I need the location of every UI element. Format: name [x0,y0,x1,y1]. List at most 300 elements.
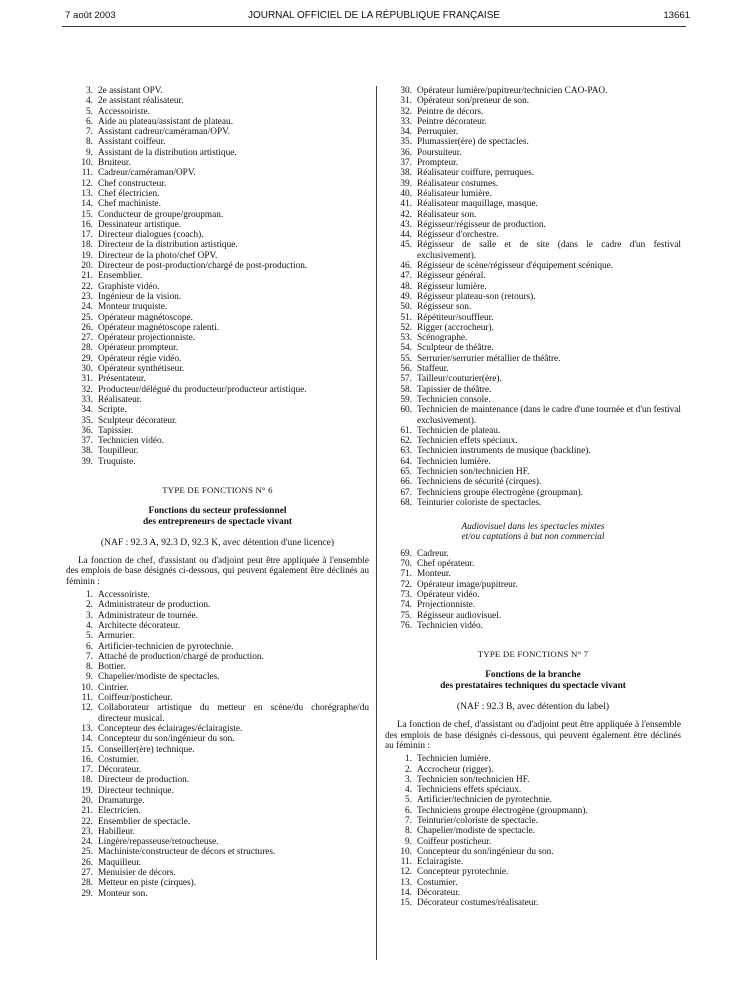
list-item-text: Opérateur régie vidéo. [98,353,182,364]
list-item-number: 64. [400,456,412,467]
list-item-text: Ensemblier de spectacle. [98,816,191,827]
list-item-text: Perruquier. [417,127,459,138]
list-item-text: Accessoiriste. [98,106,150,117]
list-item-text: Toupilleur. [98,446,139,457]
list-item-number: 22. [81,281,93,292]
list-item-number: 27. [81,868,93,879]
list-item [66,137,369,147]
list-item-text: Réalisateur maquillage, masque. [417,199,538,210]
list-item-number: 8. [86,137,93,148]
list-item-text: Prompteur. [417,158,459,169]
list-item [385,826,681,836]
list-item [385,395,681,405]
list-item-text: Régisseur de scène/régisseur d'équipement scénique. [417,261,614,272]
list-item-number: 6. [86,641,93,652]
list-item-number: 33. [81,394,93,405]
list-item-text: Ingénieur de la vision. [98,291,182,302]
function-list [385,754,681,908]
list-item-text: Assistant cadreur/caméraman/OPV. [98,127,231,138]
list-item-number: 70. [400,559,412,570]
list-item-text: Armurier. [98,631,135,642]
list-item-text: Décorateur costumes/réalisateur. [417,898,539,909]
list-item-text: Rigger (accrocheur). [417,322,494,333]
list-item-text: Cadreur. [417,548,449,559]
list-item-text: Monteur truquiste. [98,302,168,313]
list-item-number: 6. [86,116,93,127]
list-item-text: Machiniste/constructeur de décors et structures. [98,847,276,858]
list-item [385,137,681,147]
list-item-number: 46. [400,261,412,272]
list-item-number: 17. [81,230,93,241]
list-item-number: 3. [405,774,412,785]
list-item [66,210,369,220]
list-item [385,302,681,312]
list-item [385,569,681,579]
list-item-number: 51. [400,312,412,323]
list-item [66,642,369,652]
list-item [66,436,369,446]
list-item-text: Régisseur lumière. [417,281,487,292]
list-item-number: 17. [81,765,93,776]
list-item [385,354,681,364]
list-item-number: 49. [400,291,412,302]
list-item-number: 42. [400,209,412,220]
list-item [66,313,369,323]
list-item [385,621,681,631]
list-item-text: Graphiste vidéo. [98,281,160,292]
list-item [385,261,681,271]
list-item [385,199,681,209]
list-item-number: 4. [86,620,93,631]
section-subtitle-line: Fonctions de la branche [485,670,581,681]
list-item-text: Concepteur du son/ingénieur du son. [417,846,554,857]
list-item [385,385,681,395]
list-item-number: 19. [81,250,93,261]
list-item [385,549,681,559]
list-item-text: Teinturier/coloriste de spectacle. [417,816,538,826]
list-item-number: 29. [81,888,93,899]
list-item-text: Réalisateur lumière. [417,188,492,199]
list-item-number: 35. [400,137,412,148]
list-item [66,230,369,240]
list-item [66,878,369,888]
list-item-text: Technicien vidéo. [417,620,483,631]
list-item-text: Dramaturge. [98,796,145,806]
list-item [385,590,681,600]
list-item-text: Chef électricien. [98,188,160,199]
list-item-number: 30. [400,86,412,96]
list-item-text: Aide au plateau/assistant de plateau. [98,116,234,127]
list-item [66,240,369,250]
list-item [66,189,369,199]
list-item [66,724,369,734]
list-item-text: Scénographe. [417,333,468,344]
list-item [385,806,681,816]
list-item [385,96,681,106]
list-item [385,282,681,292]
list-item [66,703,369,724]
list-item [385,343,681,353]
list-item-number: 16. [81,754,93,765]
list-item [66,786,369,796]
list-item-number: 23. [81,826,93,837]
list-item [66,405,369,415]
list-item-number: 36. [400,147,412,158]
list-item-text: Présentateur. [98,374,146,385]
list-item-text: 2e assistant OPV. [98,86,163,96]
list-item-text: Réalisateur costumes. [417,178,499,189]
list-item [385,271,681,281]
section-subtitle [66,506,369,527]
list-item-number: 9. [86,147,93,158]
list-item [385,158,681,168]
list-item [66,652,369,662]
list-item-number: 18. [81,240,93,251]
list-item-text: Administrateur de tournée. [98,610,198,621]
list-item-text: Réalisateur. [98,394,142,405]
list-item-number: 37. [81,436,93,447]
list-item-number: 12. [400,867,412,878]
right-column [385,86,681,909]
list-item [385,600,681,610]
list-item-text: Dessinateur artistique. [98,219,182,230]
list-item-text: Répétiteur/souffleur. [417,312,494,323]
list-item [385,313,681,323]
list-item-text: Régisseur de salle et de site (dans le cadre d'un festival exclusivement). [417,240,681,261]
list-item [385,210,681,220]
section-title: TYPE DE FONCTIONS N° 7 [477,649,589,660]
list-item [66,426,369,436]
list-item-text: Artificier/technicien de pyrotechnie. [417,795,553,806]
list-item [385,333,681,343]
list-item [66,271,369,281]
list-item [66,621,369,631]
list-item-text: Plumassier(ère) de spectacles. [417,137,529,148]
list-item-number: 28. [81,343,93,354]
list-item [385,240,681,261]
list-item-number: 21. [81,271,93,282]
list-item-number: 2. [86,600,93,611]
list-item-number: 9. [86,672,93,683]
list-item [385,230,681,240]
list-item-number: 1. [86,590,93,601]
list-item [66,168,369,178]
list-item-text: Directeur de production. [98,775,190,786]
list-item-text: Décorateur. [417,888,461,899]
list-item [66,662,369,672]
list-item [385,837,681,847]
list-item-number: 20. [81,261,93,272]
list-item-number: 14. [81,734,93,745]
list-item [385,847,681,857]
list-item-number: 10. [400,846,412,857]
list-item-text: Opérateur magnétoscope. [98,312,193,323]
header-rule [62,26,686,27]
list-item-number: 71. [400,569,412,580]
list-item-text: Concepteur des éclairages/éclairagiste. [98,723,243,734]
section-naf-codes: (NAF : 92.3 B, avec détention du label) [456,701,610,713]
list-item-number: 3. [86,86,93,96]
list-item [385,374,681,384]
list-item-number: 11. [81,693,93,704]
list-item-text: Opérateur magnétoscope ralenti. [98,322,220,333]
list-item-number: 34. [81,405,93,416]
list-item-text: Artificier-technicien de pyrotechnie. [98,641,234,652]
list-item-text: Technicien lumière. [417,754,491,765]
list-item-number: 16. [81,219,93,230]
list-item [385,446,681,456]
list-item [385,498,681,508]
list-item-number: 25. [81,847,93,858]
page-header [0,8,748,24]
section-subtitle [385,670,681,691]
list-item-number: 8. [405,826,412,837]
list-item [385,457,681,467]
list-item-text: Régisseur son. [417,302,472,313]
list-item-text: Concepteur du son/ingénieur du son. [98,734,235,745]
list-item [385,857,681,867]
list-item-number: 68. [400,497,412,508]
list-item-text: Projectionniste. [417,600,476,611]
list-item-number: 13. [81,723,93,734]
list-item [66,96,369,106]
list-item-text: Costumier. [98,754,139,765]
list-item-text: Maquilleur. [98,857,142,868]
list-item-text: Assistant de la distribution artistique. [98,147,237,158]
list-item-text: Serrurier/serrurier métallier de théâtre. [417,353,561,364]
list-item-number: 22. [81,816,93,827]
list-item-text: Accrocheur (rigger). [417,764,494,775]
section-subtitle-line: des prestataires techniques du spectacle vivant [440,680,626,691]
list-item [385,816,681,826]
list-item-number: 45. [400,240,412,251]
list-item-number: 50. [400,302,412,313]
list-item-number: 9. [405,836,412,847]
list-item-number: 55. [400,353,412,364]
list-item-number: 7. [86,651,93,662]
list-item-text: Opérateur synthétiseur. [98,364,185,375]
list-item-text: Tapissier de théâtre. [417,384,492,395]
list-item-text: Opérateur prompteur. [98,343,179,354]
list-item-text: Directeur de la photo/chef OPV. [98,250,218,261]
list-item [385,888,681,898]
section-naf-codes: (NAF : 92.3 A, 92.3 D, 92.3 K, avec détention d'une licence) [100,536,335,548]
list-item [66,827,369,837]
list-item [66,117,369,127]
list-item-number: 15. [81,744,93,755]
list-item [385,189,681,199]
list-item [66,354,369,364]
list-item [385,580,681,590]
list-item-number: 35. [81,415,93,426]
list-item-number: 18. [81,775,93,786]
list-item [66,395,369,405]
list-item [66,734,369,744]
list-item-number: 10. [81,158,93,169]
list-item-number: 4. [86,96,93,107]
list-item-number: 31. [400,96,412,107]
list-item [66,693,369,703]
list-item-number: 41. [400,199,412,210]
list-item-number: 62. [400,436,412,447]
list-item-text: Sculpteur décorateur. [98,415,177,426]
list-item [66,796,369,806]
list-item-number: 5. [86,106,93,117]
list-item-number: 37. [400,158,412,169]
list-item-number: 43. [400,219,412,230]
list-item [66,611,369,621]
list-item-text: Peintre décorateur. [417,116,487,127]
list-item-text: Monteur son. [98,888,148,899]
function-list [66,86,369,467]
list-item-number: 25. [81,312,93,323]
list-item-text: Bruiteur. [98,158,131,169]
list-item [385,436,681,446]
list-item-number: 67. [400,487,412,498]
list-item-text: Eclairagiste. [417,857,464,868]
list-item-number: 39. [81,456,93,467]
list-item-number: 76. [400,620,412,631]
list-item-number: 38. [400,168,412,179]
list-item [385,775,681,785]
list-item-number: 10. [81,682,93,693]
list-item-number: 5. [405,795,412,806]
list-item-number: 15. [81,209,93,220]
list-item-text: Technicien vidéo. [98,436,164,447]
list-item-number: 13. [400,877,412,888]
header-title: JOURNAL OFFICIEL DE LA RÉPUBLIQUE FRANÇAISE [247,10,501,21]
list-item [385,765,681,775]
list-item-number: 20. [81,796,93,806]
list-item [66,364,369,374]
list-item-text: Concepteur pyrotechnie. [417,867,509,878]
list-item-text: Directeur de post-production/chargé de post-production. [98,261,308,272]
header-date: 7 août 2003 [65,10,116,21]
function-list [66,590,369,899]
list-item [66,302,369,312]
list-item-text: Directeur de la distribution artistique. [98,240,238,251]
list-item-number: 65. [400,466,412,477]
list-item-text: 2e assistant réalisateur. [98,96,184,107]
list-item-number: 44. [400,230,412,241]
list-item [66,631,369,641]
list-item-number: 31. [81,374,93,385]
section-intro-paragraph: La fonction de chef, d'assistant ou d'adjoint peut être appliquée à l'ensemble des emplois de base désignés ci-dessous, qui peuvent également être déclinés au féminin : [66,556,369,587]
list-item [66,282,369,292]
list-item-text: Truquiste. [98,456,136,467]
list-item-text: Régisseur plateau-son (retours). [417,291,536,302]
section-subtitle-line: Fonctions du secteur professionnel [148,506,287,517]
list-item-number: 2. [405,764,412,775]
list-item [385,477,681,487]
list-item-text: Scripte. [98,405,127,416]
list-item-number: 59. [400,394,412,405]
list-item-text: Technicien de plateau. [417,425,501,436]
list-item-text: Administrateur de production. [98,600,211,611]
list-item-text: Technicien son/technicien HF. [417,466,530,477]
list-item-number: 60. [400,405,412,416]
list-item-number: 12. [81,178,93,189]
list-item-text: Peintre de décors. [417,106,484,117]
list-item-number: 32. [400,106,412,117]
list-item [385,292,681,302]
list-item-text: Réalisateur coiffure, perruques. [417,168,535,179]
list-item-text: Chapelier/modiste de spectacle. [417,826,535,837]
list-item [385,611,681,621]
list-item-number: 24. [81,302,93,313]
list-item-text: Accessoiriste. [98,590,150,601]
list-item-number: 1. [405,754,412,765]
section-intro-paragraph: La fonction de chef, d'assistant ou d'adjoint peut être appliquée à l'ensemble des emplois de base désignés ci-dessous, qui peuvent également être déclinés au féminin : [385,720,681,751]
list-item [66,672,369,682]
list-item-text: Technicien lumière. [417,456,491,467]
list-item-text: Architecte décorateur. [98,620,181,631]
list-item-number: 29. [81,353,93,364]
list-item [66,600,369,610]
list-item-text: Régisseur général. [417,271,486,282]
list-item-text: Opérateur son/preneur de son. [417,96,530,107]
list-item-number: 26. [81,322,93,333]
list-item [66,775,369,785]
list-item-text: Habilleur. [98,826,135,837]
list-item [66,590,369,600]
list-item [385,467,681,477]
list-item-text: Opérateur lumière/pupitreur/technicien CAO-PAO. [417,86,608,96]
list-item [385,426,681,436]
list-item-text: Chapelier/modiste de spectacles. [98,672,220,683]
list-item-number: 73. [400,589,412,600]
list-item [66,385,369,395]
list-item-number: 11. [400,857,412,868]
column-divider [376,86,377,960]
list-item [66,251,369,261]
section-subtitle-line: des entrepreneurs de spectacle vivant [142,516,293,527]
list-item-text: Staffeur. [417,364,449,375]
list-item-number: 14. [400,888,412,899]
list-item-text: Techniciens groupe électrogène (groupman). [417,487,584,498]
list-item-text: Collaborateur artistique du metteur en scène/du chorégraphe/du directeur musical. [98,703,369,724]
list-item [66,127,369,137]
list-item-text: Opérateur vidéo. [417,589,480,600]
list-item-number: 38. [81,446,93,457]
list-item-text: Sculpteur de théâtre. [417,343,494,354]
list-item-text: Monteur. [417,569,451,580]
list-item [385,878,681,888]
list-item [385,179,681,189]
list-item-number: 56. [400,364,412,375]
list-item-text: Metteur en piste (cirques). [98,878,197,889]
list-item [385,220,681,230]
left-column [66,86,369,899]
list-item-number: 21. [81,806,93,817]
list-item-text: Régisseur d'orchestre. [417,230,499,241]
list-item-number: 36. [81,425,93,436]
list-item-text: Technicien effets spéciaux. [417,436,518,447]
list-item-text: Tapissier. [98,425,134,436]
list-item [385,323,681,333]
list-item-number: 53. [400,333,412,344]
list-item-text: Coiffeur posticheur. [417,836,492,847]
list-item [66,889,369,899]
list-item-number: 28. [81,878,93,889]
list-item-text: Conducteur de groupe/groupman. [98,209,224,220]
list-item-number: 7. [86,127,93,138]
list-item [66,220,369,230]
list-item [385,168,681,178]
list-item-number: 69. [400,548,412,559]
list-item [385,117,681,127]
list-item [385,867,681,877]
